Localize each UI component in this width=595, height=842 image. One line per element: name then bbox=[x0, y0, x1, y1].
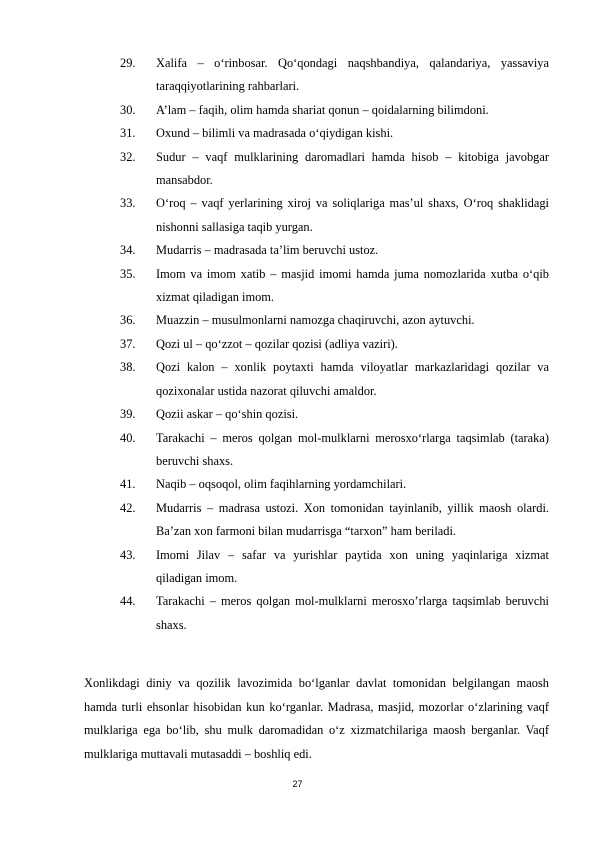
item-text: Xalifa – o‘rinbosar. Qo‘qondagi naqshbandiya, qalandariya, yassaviya taraqqiyotlarining rahbarlari. bbox=[156, 56, 549, 94]
item-number: 38. bbox=[120, 360, 136, 375]
item-text: Tarakachi – meros qolgan mol-mulklarni merosxo’rlarga taqsimlab beruvchi shaxs. bbox=[156, 594, 549, 632]
glossary-item bbox=[120, 122, 549, 145]
glossary-item bbox=[120, 239, 549, 262]
item-text: Naqib – oqsoqol, olim faqihlarning yordamchilari. bbox=[156, 477, 407, 492]
item-number: 41. bbox=[120, 477, 136, 492]
item-text: Qozi kalon – xonlik poytaxti hamda viloyatlar markazlaridagi qozilar va qozixonalar ustida nazorat qiluvchi amaldor. bbox=[156, 360, 549, 398]
glossary-item bbox=[120, 473, 549, 496]
glossary-item bbox=[120, 544, 549, 591]
item-number: 44. bbox=[120, 594, 136, 609]
glossary-item bbox=[120, 427, 549, 474]
glossary-item bbox=[120, 590, 549, 637]
glossary-list bbox=[120, 52, 549, 637]
glossary-item bbox=[120, 146, 549, 193]
item-number: 42. bbox=[120, 500, 136, 515]
item-number: 32. bbox=[120, 149, 136, 164]
item-text: Imom va imom xatib – masjid imomi hamda juma nomozlarida xutba o‘qib xizmat qiladigan imom. bbox=[156, 266, 549, 305]
item-number: 39. bbox=[120, 407, 136, 422]
glossary-item bbox=[120, 497, 549, 544]
glossary-item bbox=[120, 333, 549, 356]
item-number: 37. bbox=[120, 336, 136, 351]
glossary-item bbox=[120, 192, 549, 239]
item-text: Mudarris – madrasada ta’lim beruvchi ustoz. bbox=[156, 243, 379, 258]
glossary-item bbox=[120, 52, 549, 99]
item-text: Mudarris – madrasa ustozi. Xon tomonidan tayinlanib, yillik maosh olardi. Ba’zan xon farmoni bilan mudarrisga “tarxon” ham beriladi. bbox=[156, 500, 549, 539]
item-text: Imomi Jilav – safar va yurishlar paytida xon uning yaqinlariga xizmat qiladigan imom. bbox=[156, 547, 549, 585]
item-number: 40. bbox=[120, 430, 136, 445]
item-number: 33. bbox=[120, 196, 136, 211]
body-paragraph: Xonlikdagi diniy va qozilik lavozimida bo‘lganlar davlat tomonidan belgilangan maosh hamda turli ehsonlar hisobidan kun ko‘rganlar. Madrasa, masjid, mozorlar o‘zlarining vaqf mulklariga ega bo‘lib, shu mulk daromadidan o‘z xizmatchilariga maosh berganlar. Vaqf mulklariga muttavali mutasaddi – boshliq edi. bbox=[84, 676, 549, 761]
glossary-item bbox=[120, 99, 549, 122]
item-text: Qozii askar – qo‘shin qozisi. bbox=[156, 407, 299, 422]
item-number: 30. bbox=[120, 102, 136, 117]
glossary-item bbox=[120, 309, 549, 332]
item-text: Tarakachi – meros qolgan mol-mulklarni merosxo‘rlarga taqsimlab (taraka) beruvchi shaxs. bbox=[156, 430, 549, 468]
item-number: 29. bbox=[120, 56, 136, 70]
item-text: Muazzin – musulmonlarni namozga chaqiruvchi, azon aytuvchi. bbox=[156, 313, 475, 328]
glossary-item bbox=[120, 263, 549, 310]
item-number: 34. bbox=[120, 243, 136, 258]
item-number: 31. bbox=[120, 126, 136, 141]
item-text: O‘roq – vaqf yerlarining xiroj va soliqlariga mas’ul shaxs, O‘roq shaklidagi nishonni sallasiga taqib yurgan. bbox=[156, 196, 549, 234]
glossary-item bbox=[120, 356, 549, 403]
item-number: 43. bbox=[120, 547, 136, 562]
item-number: 36. bbox=[120, 313, 136, 328]
item-number: 35. bbox=[120, 266, 136, 281]
item-text: Sudur – vaqf mulklarining daromadlari hamda hisob – kitobiga javobgar mansabdor. bbox=[156, 149, 549, 188]
item-text: A’lam – faqih, olim hamda shariat qonun – qoidalarning bilimdoni. bbox=[156, 102, 489, 117]
item-text: Oxund – bilimli va madrasada o‘qiydigan kishi. bbox=[156, 126, 394, 141]
glossary-item bbox=[120, 403, 549, 426]
item-text: Qozi ul – qo‘zzot – qozilar qozisi (adliya vaziri). bbox=[156, 336, 398, 351]
page-number: 27 bbox=[292, 779, 303, 789]
